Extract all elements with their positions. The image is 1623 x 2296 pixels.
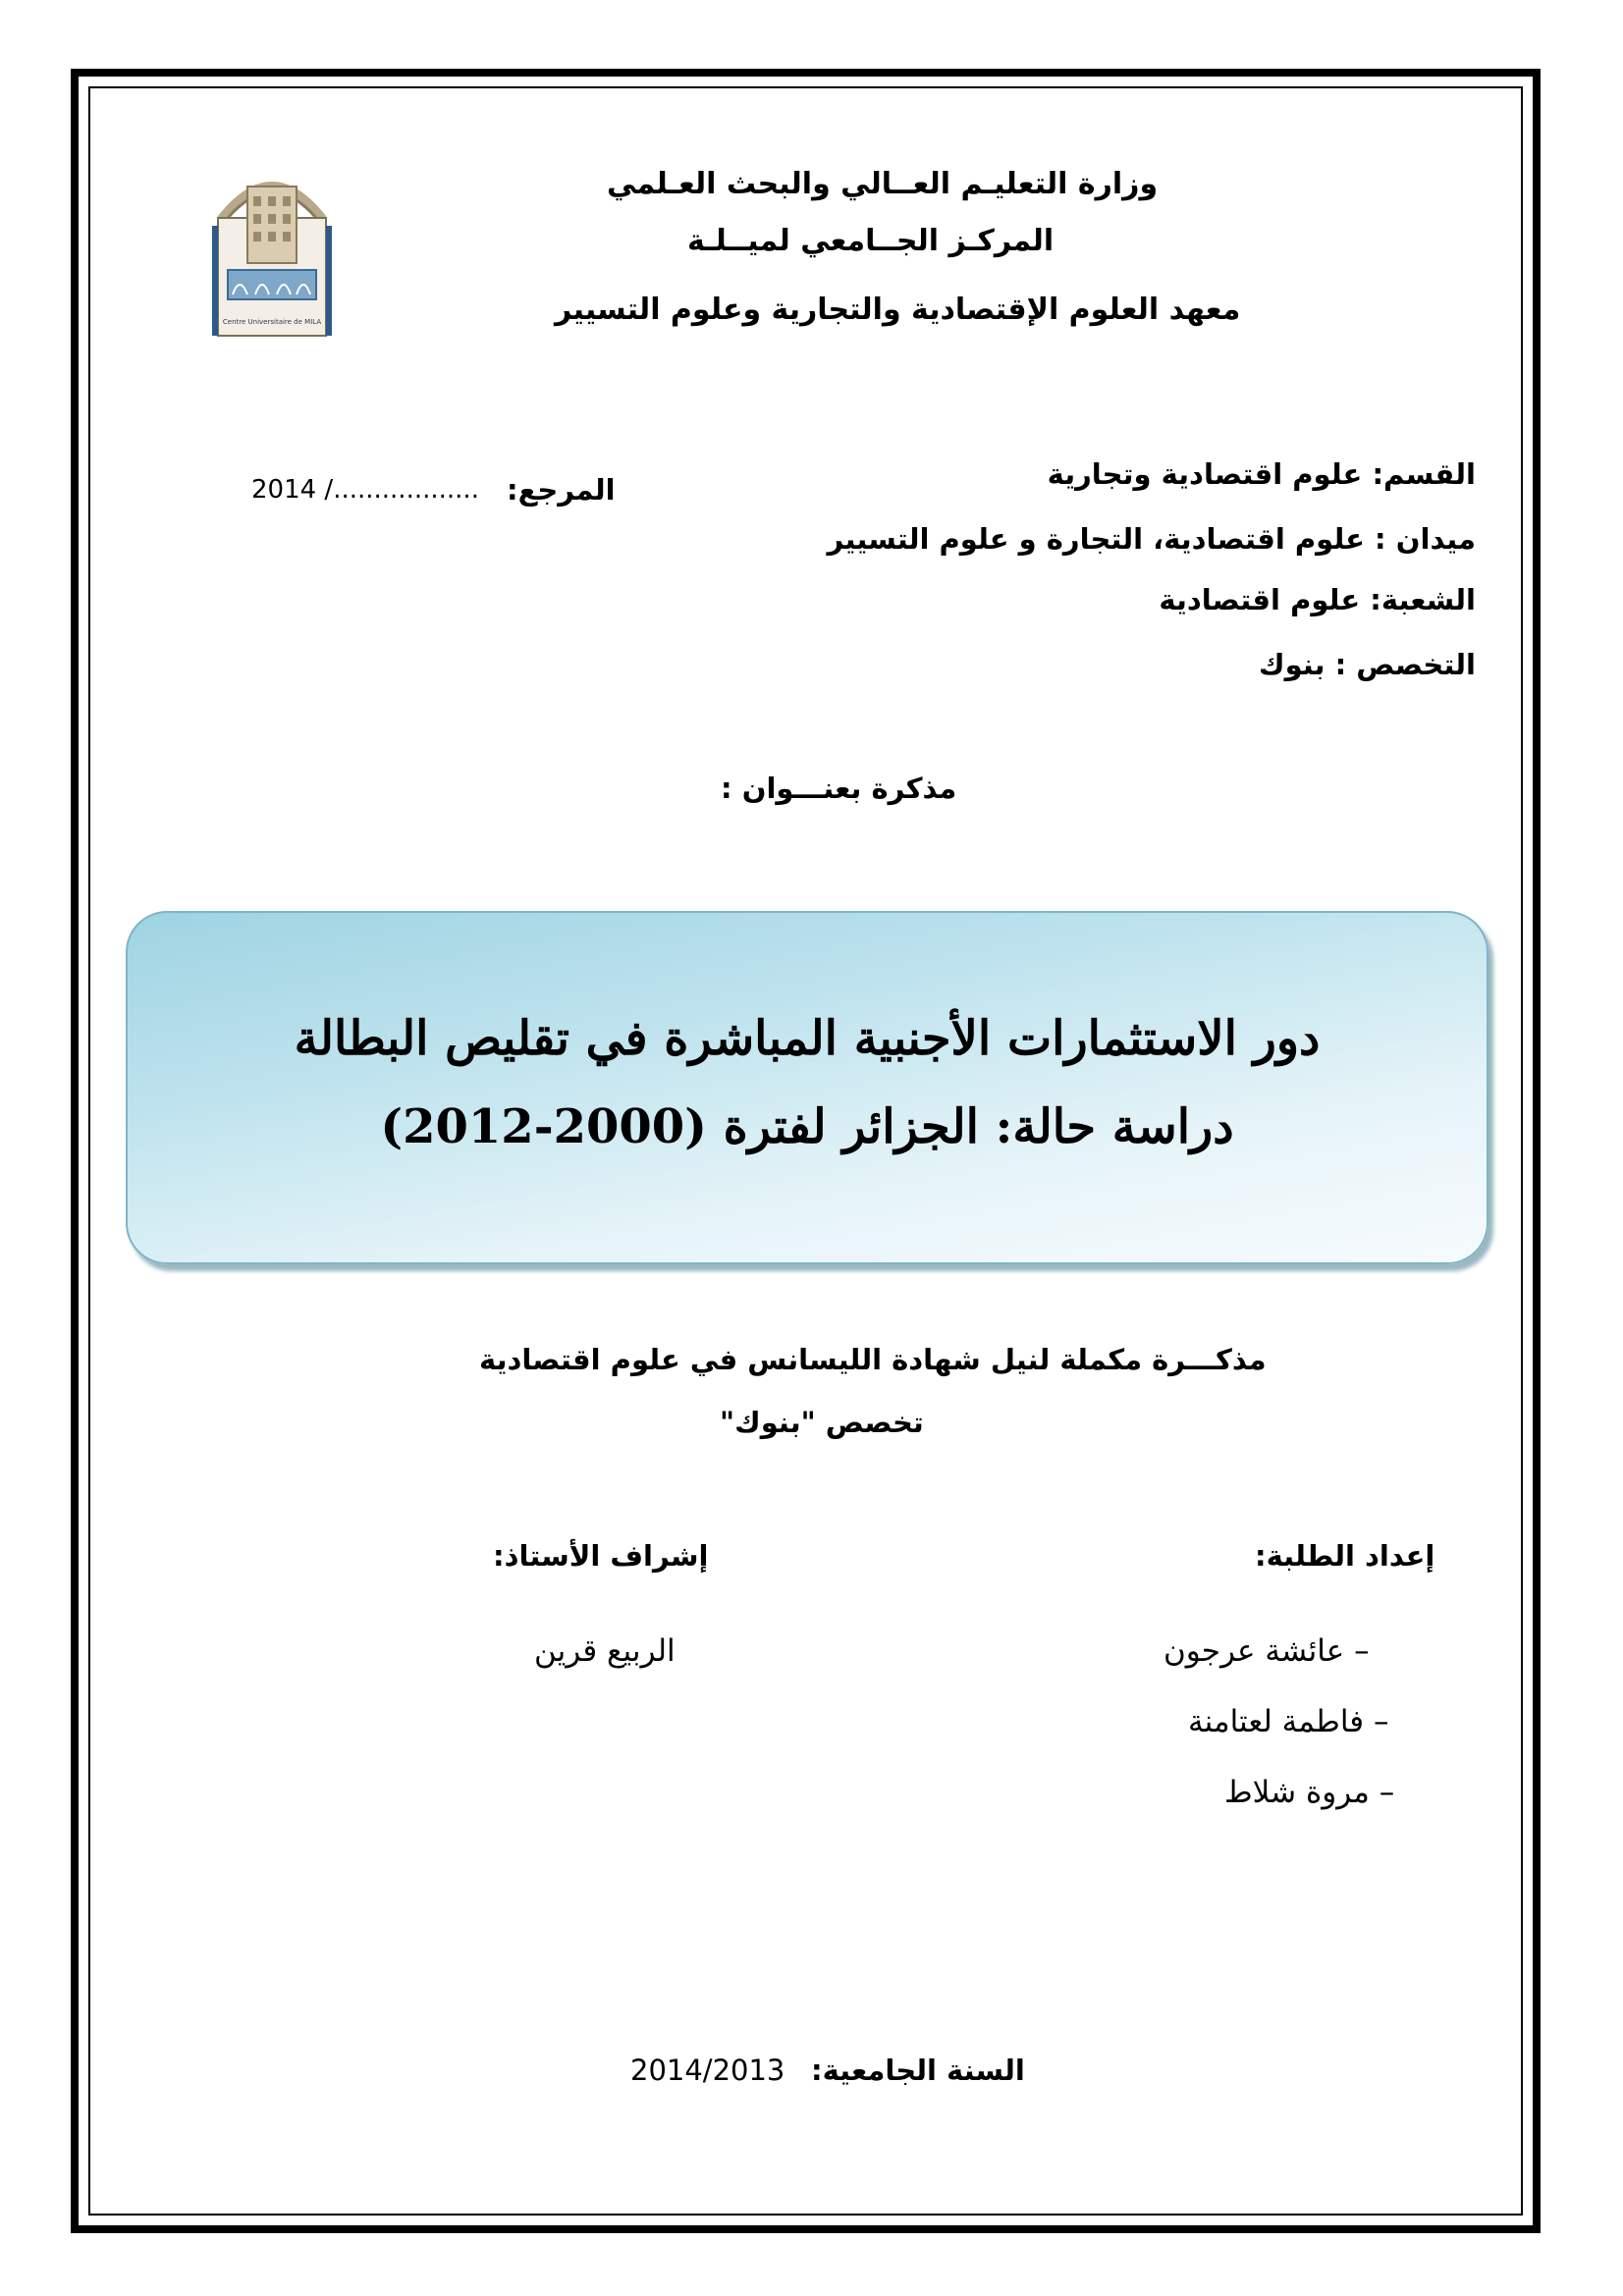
branch: الشعبة: علوم اقتصادية — [1159, 583, 1476, 616]
thesis-title-box — [126, 911, 1488, 1264]
memo-label: مذكرة بعنـــوان : — [721, 772, 957, 805]
reference-value: 2014 /.................. — [251, 475, 479, 505]
degree-statement: مذكـــرة مكملة لنيل شهادة الليسانس في علوم اقتصادية — [479, 1343, 1267, 1376]
ministry-name: وزارة التعليـم العــالي والبحث العـلمي — [607, 167, 1159, 201]
institute-name: معهد العلوم الإقتصادية والتجارية وعلوم التسيير — [555, 293, 1241, 327]
students-label: إعداد الطلبة: — [1255, 1539, 1435, 1573]
supervisor-label: إشراف الأستاذ: — [493, 1539, 709, 1573]
reference-label: المرجع: — [507, 473, 616, 507]
academic-year-value: 2014/2013 — [630, 2054, 785, 2087]
student-name: – فاطمة لعتامنة — [1188, 1704, 1389, 1739]
field: ميدان : علوم اقتصادية، التجارة و علوم التسيير — [827, 522, 1476, 556]
university-logo — [208, 157, 336, 340]
specialty: التخصص : بنوك — [1259, 648, 1476, 681]
university-center-name: المركـز الجــامعي لميــلـة — [687, 224, 1055, 258]
thesis-title: دور الاستثمارات الأجنبية المباشرة في تقليص البطالة — [294, 1011, 1321, 1066]
supervisor-name: الربيع قرين — [534, 1633, 676, 1669]
svg-text:Centre Universitaire de MILA: Centre Universitaire de MILA — [222, 318, 322, 326]
academic-year-label: السنة الجامعية: — [811, 2054, 1025, 2087]
thesis-subtitle: دراسة حالة: الجزائر لفترة (2000-2012) — [380, 1099, 1234, 1154]
department: القسم: علوم اقتصادية وتجارية — [1047, 457, 1476, 491]
degree-specialty: تخصص "بنوك" — [720, 1406, 924, 1439]
student-name: – مروة شلاط — [1224, 1775, 1395, 1810]
student-name: – عائشة عرجون — [1163, 1633, 1370, 1669]
